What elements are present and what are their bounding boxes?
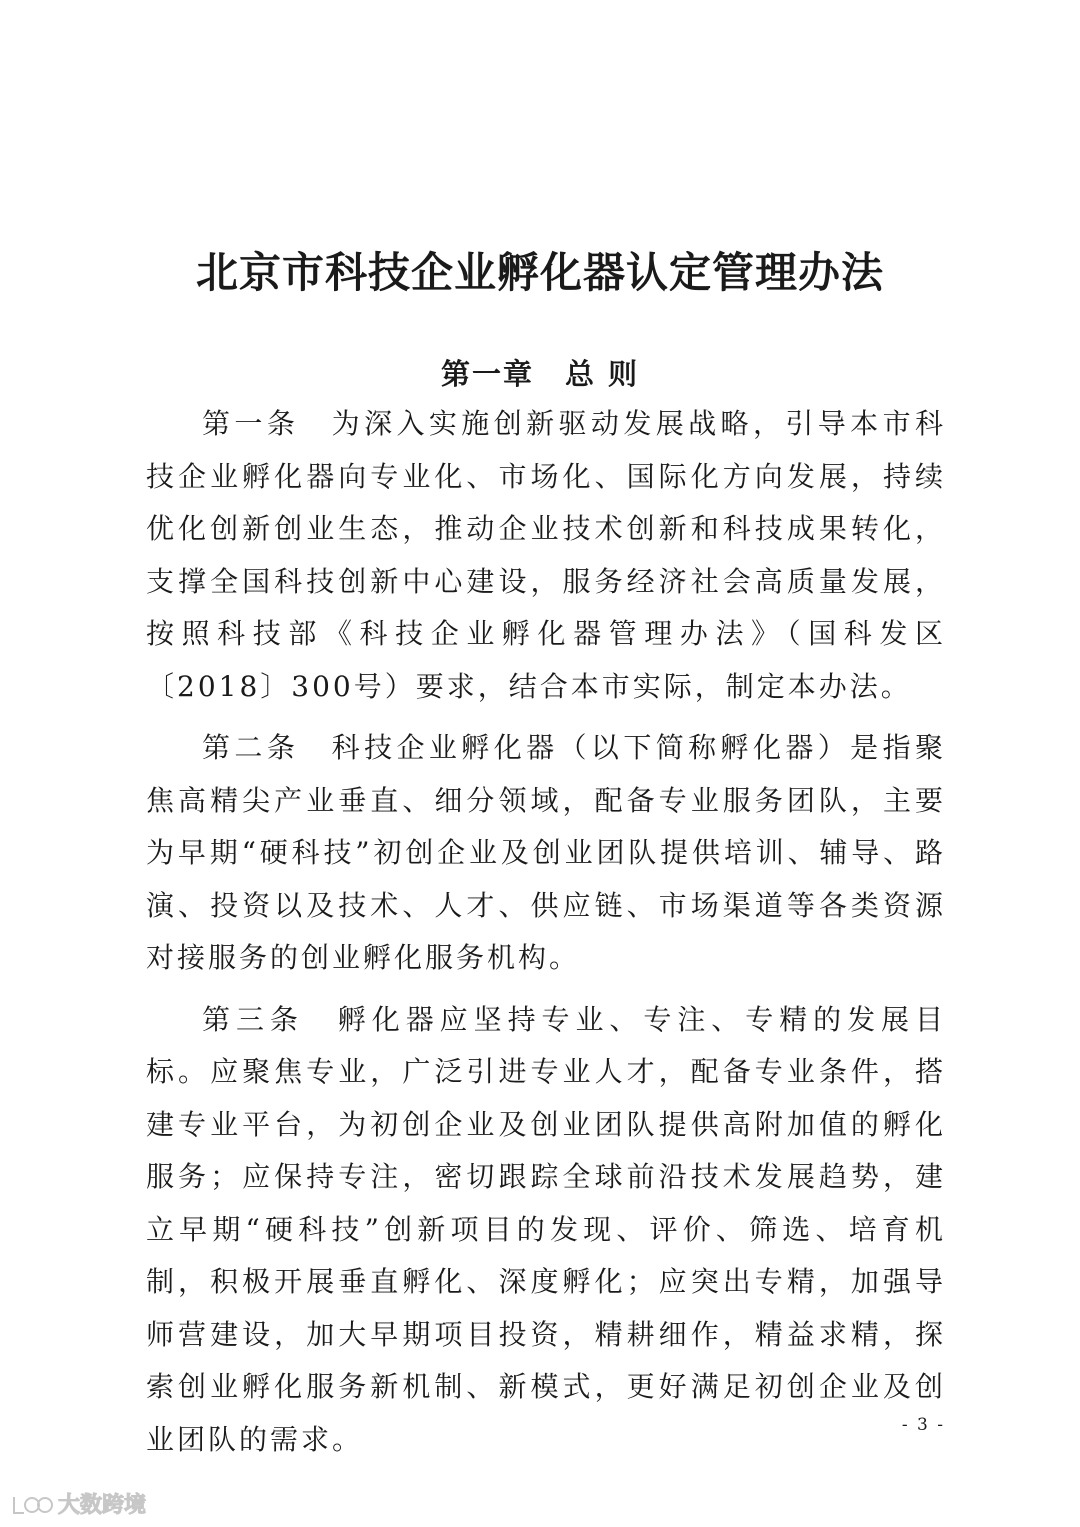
article-text: 为深入实施创新驱动发展战略，引导本市科技企业孵化器向专业化、市场化、国际化方向发展，持续优化创新创业生态，推动企业技术创新和科技成果转化，支撑全国科技创新中心建设，服务经济社会高质量发展，按照科技部《科技企业孵化器管理办法》（国科发区〔2018〕300号）要求，结合本市实际，制定本办法。: [146, 407, 946, 703]
chapter-heading: 第一章 总 则: [440, 357, 640, 391]
watermark: [10, 1488, 146, 1519]
article-paragraph: [146, 994, 946, 1467]
page-number: - 3 -: [901, 1415, 945, 1435]
article-number: 第三条: [202, 1002, 304, 1036]
brand-logo-icon: [10, 1489, 54, 1519]
article-paragraph: [146, 398, 946, 713]
article-paragraph: [146, 722, 946, 985]
article-text: 科技企业孵化器（以下简称孵化器）是指聚焦高精尖产业垂直、细分领域，配备专业服务团队，主要为早期“硬科技”初创企业及创业团队提供培训、辅导、路演、投资以及技术、人才、供应链、市场渠道等各类资源对接服务的创业孵化服务机构。: [146, 731, 946, 974]
watermark-text: 大数跨境: [58, 1493, 147, 1518]
article-number: 第一条: [202, 407, 300, 440]
document-body: [146, 398, 946, 1475]
document-title: 北京市科技企业孵化器认定管理办法: [195, 248, 884, 297]
article-text: 孵化器应坚持专业、专注、专精的发展目标。应聚焦专业，广泛引进专业人才，配备专业条件，搭建专业平台，为初创企业及创业团队提供高附加值的孵化服务；应保持专注，密切跟踪全球前沿技术发展趋势，建立早期“硬科技”创新项目的发现、评价、筛选、培育机制，积极开展垂直孵化、深度孵化；应突出专精，加强导师营建设，加大早期项目投资，精耕细作，精益求精，探索创业孵化服务新机制、新模式，更好满足初创企业及创业团队的需求。: [146, 1002, 946, 1456]
article-number: 第二条: [202, 731, 300, 764]
